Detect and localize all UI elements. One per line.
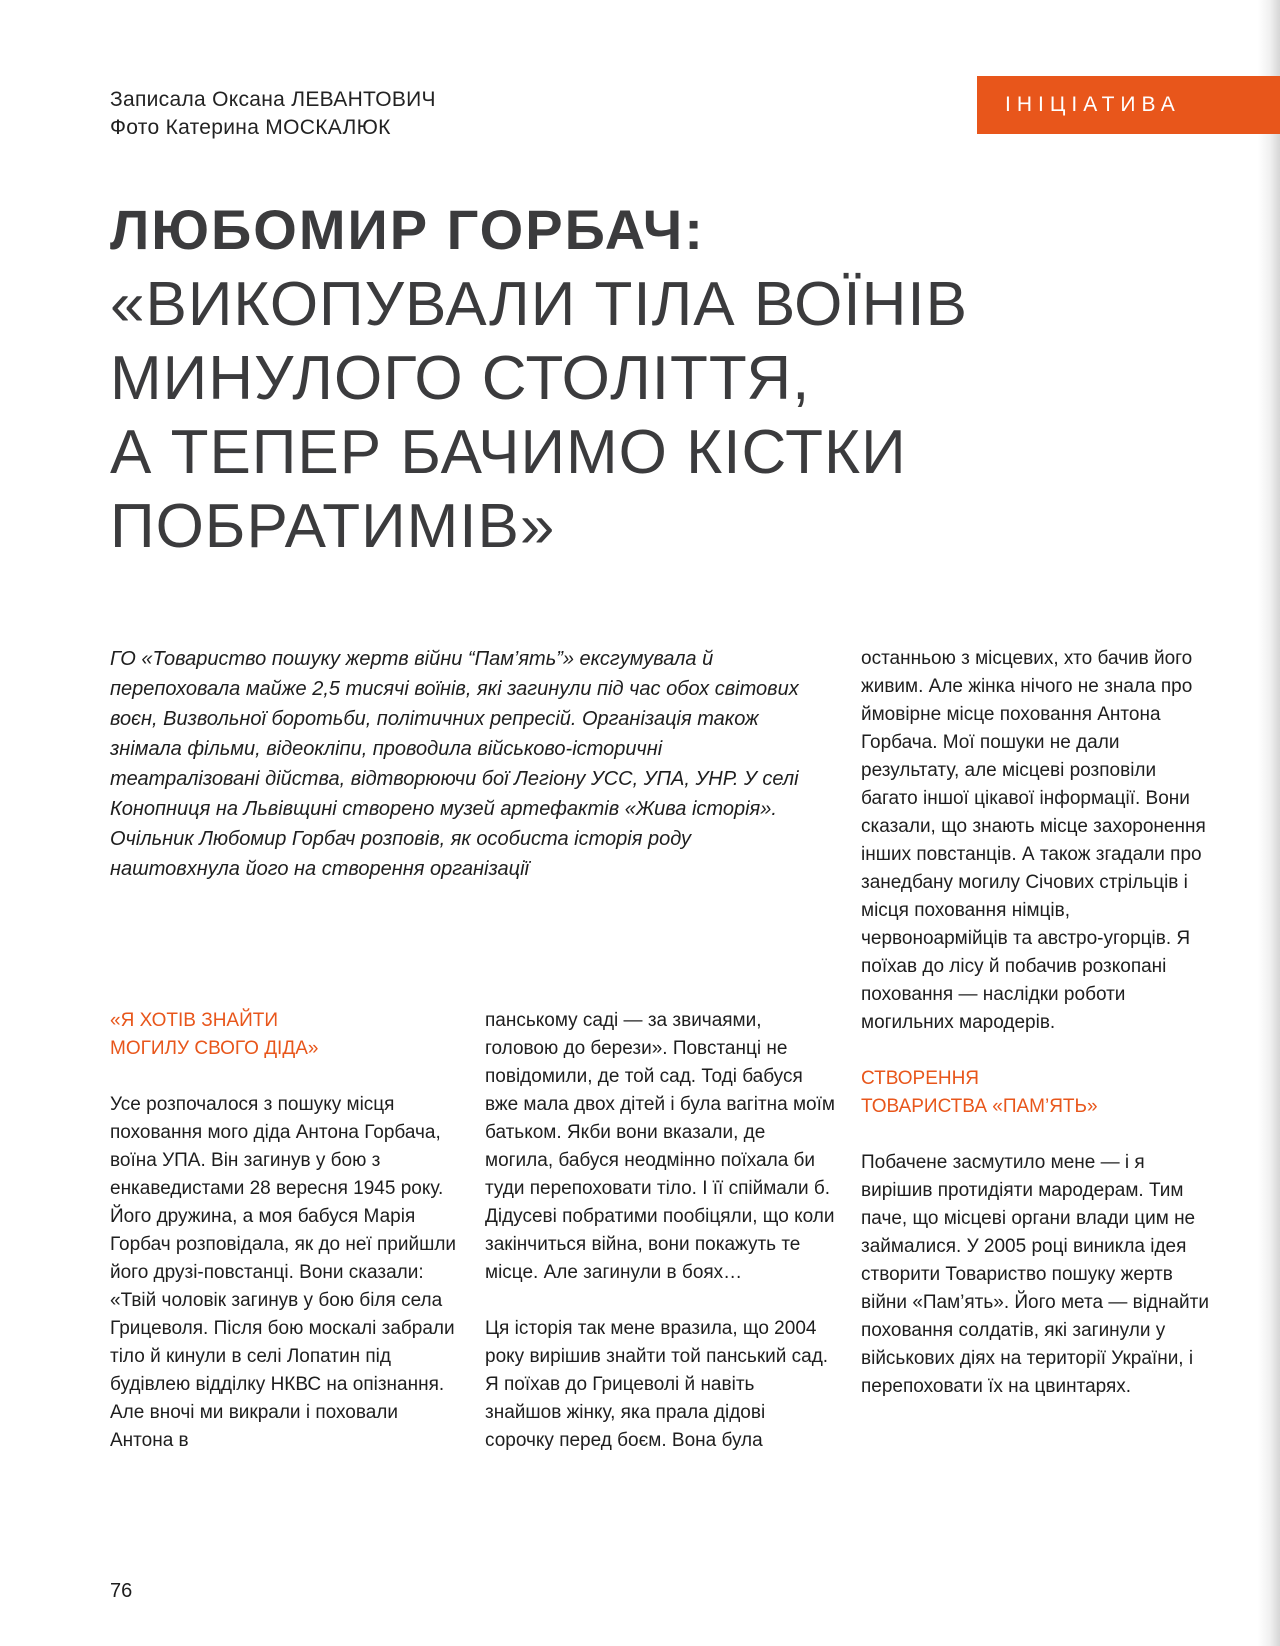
text-column-3 (861, 645, 1211, 1401)
body-paragraph: Усе розпочалося з пошуку місця поховання мого діда Антона Горбача, воїна УПА. Він загинув у бою з енкаведистами 28 вересня 1945 року. Його дружина, а моя бабуся Марія Горбач розповідала, як до неї прийшли його друзі-повстанці. Вони сказали: «Твій чоловік загинув у бою біля села Грицеволя. Після бою москалі забрали тіло й кинули в селі Лопатин під будівлею відділку НКВС на опізнання. Але вночі ми викрали і поховали Антона в (110, 1094, 457, 1451)
subhead-society-founding (861, 1065, 1211, 1121)
subhead-line-1: СТВОРЕННЯ (861, 1068, 980, 1089)
subhead-grandfather-grave (110, 1007, 460, 1063)
text-column-1 (110, 1007, 460, 1455)
page-number: 76 (110, 1580, 133, 1602)
article-headline (110, 192, 968, 564)
article-credits (110, 86, 436, 142)
subhead-line-2: МОГИЛУ СВОГО ДІДА» (110, 1038, 319, 1059)
page-edge-shadow (1258, 0, 1280, 1646)
photo-credit: Фото Катерина МОСКАЛЮК (110, 116, 391, 139)
section-tag: ІНІЦІАТИВА (977, 76, 1280, 134)
lead-paragraph (110, 644, 810, 884)
headline-quote-line-4: ПОБРАТИМІВ» (110, 492, 556, 561)
headline-name: ЛЮБОМИР ГОРБАЧ: (110, 198, 705, 261)
lead-text-1: ГО «Товариство пошуку жертв війни “Пам’ять”» ексгумувала й перепоховала майже 2,5 тисячі воїнів, які загинули під час обох світових воєн, Визвольної боротьби, політичних репресій. Організація також знімала фільми, відеокліпи, проводила військово-історичні театралізовані дійства, відтворюючи бої Легіону УСС, УПА, УНР. У селі Конопниця на Львівщині створено музей артефактів «Жива історія». (110, 648, 799, 820)
lead-text-2: Очільник Любомир Горбач розповів, як особиста історія роду наштовхнула його на створення організації (110, 828, 692, 880)
body-paragraph: Побачене засмутило мене — і я вирішив протидіяти мародерам. Тим паче, що місцеві органи влади цим не займалися. У 2005 році виникла ідея створити Товариство пошуку жертв війни «Пам’ять». Його мета — віднайти поховання солдатів, які загинули у військових діях на території України, і перепоховати їх на цвинтарях. (861, 1152, 1209, 1397)
body-paragraph: панському саді — за звичаями, головою до берези». Повстанці не повідомили, де той сад. Тоді бабуся вже мала двох дітей і була вагітна моїм батьком. Якби вони вказали, де могила, бабуся неодмінно поїхала би туди перепоховати тіло. І її спіймали б. Дідусеві побратими пообіцяли, що коли закінчиться війна, вони покажуть те місце. Але загинули в боях… (485, 1010, 835, 1283)
author-credit: Записала Оксана ЛЕВАНТОВИЧ (110, 88, 436, 111)
body-paragraph: останньою з місцевих, хто бачив його живим. Але жінка нічого не знала про ймовірне місце поховання Антона Горбача. Мої пошуки не дали результату, але місцеві розповіли багато іншої цікавої інформації. Вони сказали, що знають місце захоронення інших повстанців. А також згадали про занедбану могилу Січових стрільців і місця поховання німців, червоноармійців та австро-угорців. Я поїхав до лісу й побачив розкопані поховання — наслідки роботи могильних мародерів. (861, 648, 1206, 1033)
subhead-line-1: «Я ХОТІВ ЗНАЙТИ (110, 1010, 279, 1031)
headline-quote-line-2: МИНУЛОГО СТОЛІТТЯ, (110, 344, 811, 413)
body-paragraph: Ця історія так мене вразила, що 2004 року вирішив знайти той панський сад. Я поїхав до Грицеволі й навіть знайшов жінку, яка прала дідові сорочку перед боєм. Вона була (485, 1318, 829, 1451)
subhead-line-2: ТОВАРИСТВА «ПАМ’ЯТЬ» (861, 1096, 1098, 1117)
headline-quote-line-1: «ВИКОПУВАЛИ ТІЛА ВОЇНІВ (110, 270, 968, 339)
headline-quote-line-3: А ТЕПЕР БАЧИМО КІСТКИ (110, 418, 907, 487)
text-column-2 (485, 1007, 835, 1455)
